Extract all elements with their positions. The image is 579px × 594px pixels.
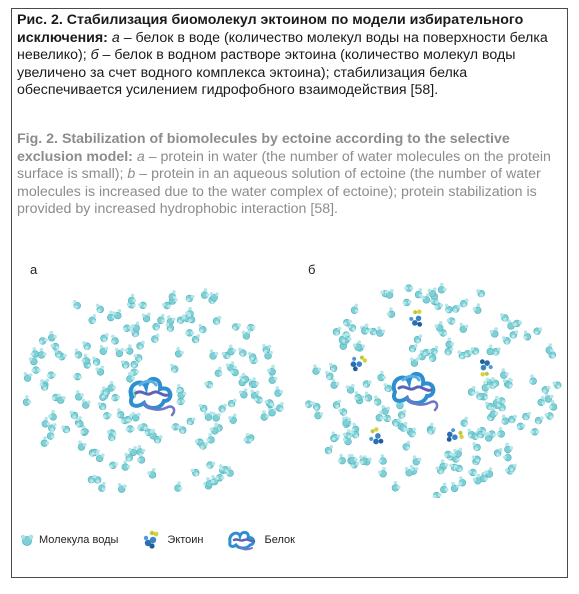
water-molecule	[187, 417, 196, 425]
water-molecule	[346, 384, 355, 394]
water-molecule	[268, 407, 277, 416]
water-molecule	[363, 380, 372, 387]
water-molecule	[242, 330, 251, 339]
water-molecule	[403, 299, 412, 306]
water-molecule	[24, 372, 33, 382]
water-molecule	[332, 434, 341, 441]
water-molecule	[377, 326, 386, 336]
water-molecule	[445, 304, 453, 313]
water-molecule	[204, 411, 213, 420]
water-molecule	[246, 324, 255, 331]
water-molecule	[403, 441, 410, 451]
water-molecule	[508, 464, 516, 472]
water-molecule	[431, 346, 439, 355]
water-molecule	[137, 341, 145, 350]
water-molecule	[504, 443, 513, 453]
water-molecule	[305, 401, 314, 408]
water-molecule	[497, 427, 505, 437]
panel-b-label: б	[308, 262, 316, 277]
water-molecule	[433, 492, 442, 498]
panel-a-diagram	[18, 278, 288, 498]
water-molecule	[351, 304, 358, 314]
ectoine-molecule	[407, 308, 426, 329]
water-molecule	[494, 448, 502, 457]
water-molecule	[538, 396, 545, 406]
water-molecule	[75, 348, 82, 358]
water-molecule	[440, 483, 448, 493]
water-molecule	[502, 336, 510, 344]
water-molecule	[204, 381, 213, 388]
water-molecule	[147, 468, 156, 478]
water-molecule	[251, 377, 259, 387]
water-molecule	[446, 337, 454, 347]
water-molecule	[50, 343, 59, 350]
caption-english	[17, 131, 557, 219]
water-molecule	[201, 288, 209, 298]
water-molecule	[552, 381, 561, 388]
water-molecule	[199, 404, 207, 412]
water-molecule	[421, 293, 430, 303]
water-molecule	[387, 307, 395, 317]
water-molecule	[61, 425, 70, 433]
water-molecule	[445, 347, 453, 355]
legend-protein-label: Белок	[264, 534, 295, 546]
legend	[20, 528, 317, 552]
water-molecule	[98, 402, 107, 410]
water-molecule	[186, 295, 195, 302]
water-molecule	[460, 298, 468, 307]
water-molecule	[210, 424, 219, 434]
water-molecule	[207, 462, 216, 469]
water-molecule	[542, 386, 551, 393]
water-molecule	[275, 386, 284, 396]
water-molecule	[383, 383, 391, 392]
legend-water-label: Молекула воды	[39, 534, 119, 546]
water-molecule	[81, 354, 89, 364]
caption-ru-title: Стабилизация биомолекул эктоином по модели избирательного исключения:	[17, 12, 524, 46]
water-molecule	[354, 391, 361, 401]
water-molecule	[70, 411, 78, 419]
water-molecule	[534, 327, 543, 334]
water-molecule	[392, 481, 400, 491]
water-molecule	[213, 316, 221, 325]
water-molecule	[175, 347, 184, 357]
water-molecule	[130, 369, 139, 376]
water-molecule	[529, 374, 537, 384]
caption-ru-label: Рис. 2.	[17, 12, 63, 28]
caption-en-label: Fig. 2.	[17, 131, 58, 147]
water-molecule	[452, 305, 461, 313]
water-molecule	[535, 416, 544, 424]
water-molecule	[508, 415, 516, 423]
water-molecule	[210, 349, 219, 359]
water-molecule	[121, 360, 129, 368]
water-molecule	[89, 314, 96, 324]
water-molecule	[109, 462, 118, 469]
water-molecule	[267, 365, 276, 375]
water-molecule	[492, 347, 500, 355]
water-molecule	[75, 390, 84, 400]
water-molecule	[501, 414, 509, 424]
water-molecule	[142, 313, 151, 322]
caption-ru-part-b-letter: б	[90, 47, 99, 64]
water-molecule	[378, 371, 386, 381]
water-molecule	[460, 323, 469, 333]
water-molecule	[82, 341, 90, 349]
panel-a-label: а	[30, 262, 38, 277]
water-molecule	[198, 324, 206, 333]
water-molecule	[82, 399, 91, 409]
water-molecule	[513, 320, 522, 327]
water-molecule	[338, 409, 347, 416]
water-molecule	[133, 354, 142, 361]
water-molecule	[92, 356, 100, 365]
water-molecule	[131, 412, 140, 421]
water-molecule	[524, 330, 531, 340]
water-molecule	[228, 414, 237, 424]
water-molecule	[241, 373, 248, 383]
water-molecule	[338, 454, 346, 464]
water-molecule	[414, 334, 422, 343]
water-molecule	[248, 352, 256, 361]
water-molecule	[381, 405, 390, 415]
water-molecule	[382, 415, 391, 422]
water-molecule	[175, 481, 183, 491]
water-molecule	[415, 288, 422, 298]
caption-en-part-a-letter: a	[136, 148, 145, 165]
water-molecule	[468, 386, 475, 396]
caption-en-part-b-letter: b	[127, 166, 136, 183]
caption-en-part-a-text: – protein in water (the number of water molecules on the protein surface is small);	[17, 148, 551, 183]
caption-russian	[17, 12, 557, 100]
water-molecule	[331, 378, 340, 388]
water-molecule	[47, 372, 56, 379]
water-molecule	[464, 350, 473, 357]
water-molecule	[472, 442, 480, 451]
water-molecule	[176, 398, 185, 405]
water-molecule	[410, 357, 419, 366]
water-molecule	[200, 442, 209, 449]
water-molecule	[48, 410, 56, 420]
water-molecule	[378, 454, 386, 464]
water-molecule	[23, 395, 31, 405]
water-molecule	[122, 460, 130, 470]
water-molecule	[206, 433, 214, 443]
water-molecule	[31, 367, 40, 374]
legend-ectoine-label: Эктоин	[167, 534, 204, 546]
water-molecule	[39, 338, 48, 345]
water-molecule	[473, 303, 482, 313]
water-molecule	[128, 294, 136, 304]
water-molecule	[458, 476, 465, 486]
water-molecule	[329, 363, 337, 372]
water-molecule-icon	[20, 533, 34, 547]
water-molecule	[95, 365, 104, 375]
caption-en-part-b-text: – protein in an aqueous solution of ectoine (the number of water molecules is increased due to the water complex of ectoine); protein stabilization is provided by increased hydrophobic interaction [58].	[17, 166, 541, 218]
water-molecule	[438, 283, 446, 293]
ectoine-molecule	[365, 426, 387, 448]
water-molecule	[57, 394, 66, 404]
water-molecule	[111, 394, 120, 401]
water-molecule	[185, 329, 194, 336]
ectoine-icon	[140, 529, 162, 551]
water-molecule	[546, 343, 554, 353]
water-molecule	[96, 304, 104, 313]
water-molecule	[118, 483, 127, 493]
water-molecule	[333, 327, 341, 335]
water-molecule	[545, 413, 554, 420]
water-molecule	[170, 364, 178, 373]
ectoine-molecule	[476, 357, 495, 378]
water-molecule	[54, 349, 62, 357]
water-molecule	[261, 410, 270, 420]
water-molecule	[428, 427, 437, 435]
water-molecule	[138, 302, 147, 309]
water-molecule	[500, 313, 508, 321]
water-molecule	[461, 417, 468, 427]
water-molecule	[31, 347, 39, 357]
water-molecule	[96, 452, 105, 462]
caption-ru-part-a-text: – белок в воде (количество молекул воды на поверхности белка невелико);	[17, 29, 548, 64]
water-molecule	[447, 318, 456, 325]
water-molecule	[219, 403, 227, 412]
water-molecule	[476, 289, 484, 297]
legend-item-water	[20, 533, 118, 547]
protein-icon	[226, 528, 260, 552]
water-molecule	[404, 285, 413, 292]
water-molecule	[368, 328, 377, 335]
caption-en-title: Stabilization of biomolecules by ectoine according to the selective exclusion model:	[17, 131, 510, 165]
ectoine-molecule	[443, 425, 465, 446]
water-molecule	[398, 410, 406, 419]
water-molecule	[103, 412, 112, 419]
protein-molecule	[131, 379, 174, 415]
water-molecule	[78, 440, 87, 450]
water-molecule	[115, 348, 124, 357]
water-molecule	[228, 345, 237, 355]
water-molecule	[350, 431, 359, 438]
water-molecule	[48, 331, 57, 341]
water-molecule	[101, 333, 109, 342]
water-molecule	[325, 371, 333, 380]
water-molecule	[490, 327, 499, 337]
water-molecule	[517, 423, 526, 430]
water-molecule	[510, 330, 518, 338]
legend-item-protein	[226, 528, 295, 552]
water-molecule	[313, 364, 322, 374]
legend-item-ectoine	[140, 529, 203, 551]
water-molecule	[475, 391, 483, 400]
water-molecule	[215, 367, 223, 377]
ectoine-molecule	[347, 352, 368, 374]
water-molecule	[126, 426, 135, 433]
water-molecule	[430, 298, 439, 305]
caption-ru-part-b-text: – белок в водном растворе эктоина (количество молекул воды увеличено за счет водного комплекса эктоина); стабилизация белка обеспечивается усилением гидрофобного взаимодействия [58].	[17, 47, 516, 99]
water-molecule	[374, 395, 381, 405]
water-molecule	[353, 340, 362, 350]
water-molecule	[325, 445, 333, 454]
water-molecule	[38, 348, 46, 358]
water-molecule	[409, 344, 417, 352]
water-molecule	[151, 334, 159, 343]
caption-ru-part-a-letter: а	[111, 29, 120, 46]
panel-b-diagram	[295, 278, 565, 498]
water-molecule	[73, 373, 82, 380]
water-molecule	[158, 314, 165, 324]
water-molecule	[228, 399, 236, 407]
water-molecule	[232, 323, 241, 330]
water-molecule	[435, 321, 444, 331]
water-molecule	[238, 348, 246, 357]
water-molecule	[376, 411, 384, 421]
water-molecule	[42, 417, 50, 427]
water-molecule	[276, 402, 283, 412]
water-molecule	[192, 334, 200, 343]
water-molecule	[47, 430, 54, 440]
water-molecule	[378, 467, 387, 477]
water-molecule	[522, 412, 530, 420]
water-molecule	[98, 482, 105, 492]
water-molecule	[500, 368, 509, 378]
water-molecule	[212, 412, 221, 421]
water-molecule	[315, 409, 324, 419]
water-molecule	[530, 428, 539, 435]
water-molecule	[100, 345, 109, 355]
water-molecule	[117, 408, 124, 418]
water-molecule	[468, 469, 477, 476]
water-molecule	[264, 400, 273, 407]
water-molecule	[178, 425, 186, 433]
water-molecule	[239, 388, 248, 398]
water-molecule	[191, 469, 200, 476]
water-molecule	[365, 391, 372, 401]
water-molecule	[111, 335, 119, 345]
water-molecule	[73, 300, 81, 309]
water-molecule	[413, 455, 422, 465]
water-molecule	[125, 344, 133, 354]
water-molecule	[333, 400, 341, 409]
water-molecule	[169, 290, 176, 300]
